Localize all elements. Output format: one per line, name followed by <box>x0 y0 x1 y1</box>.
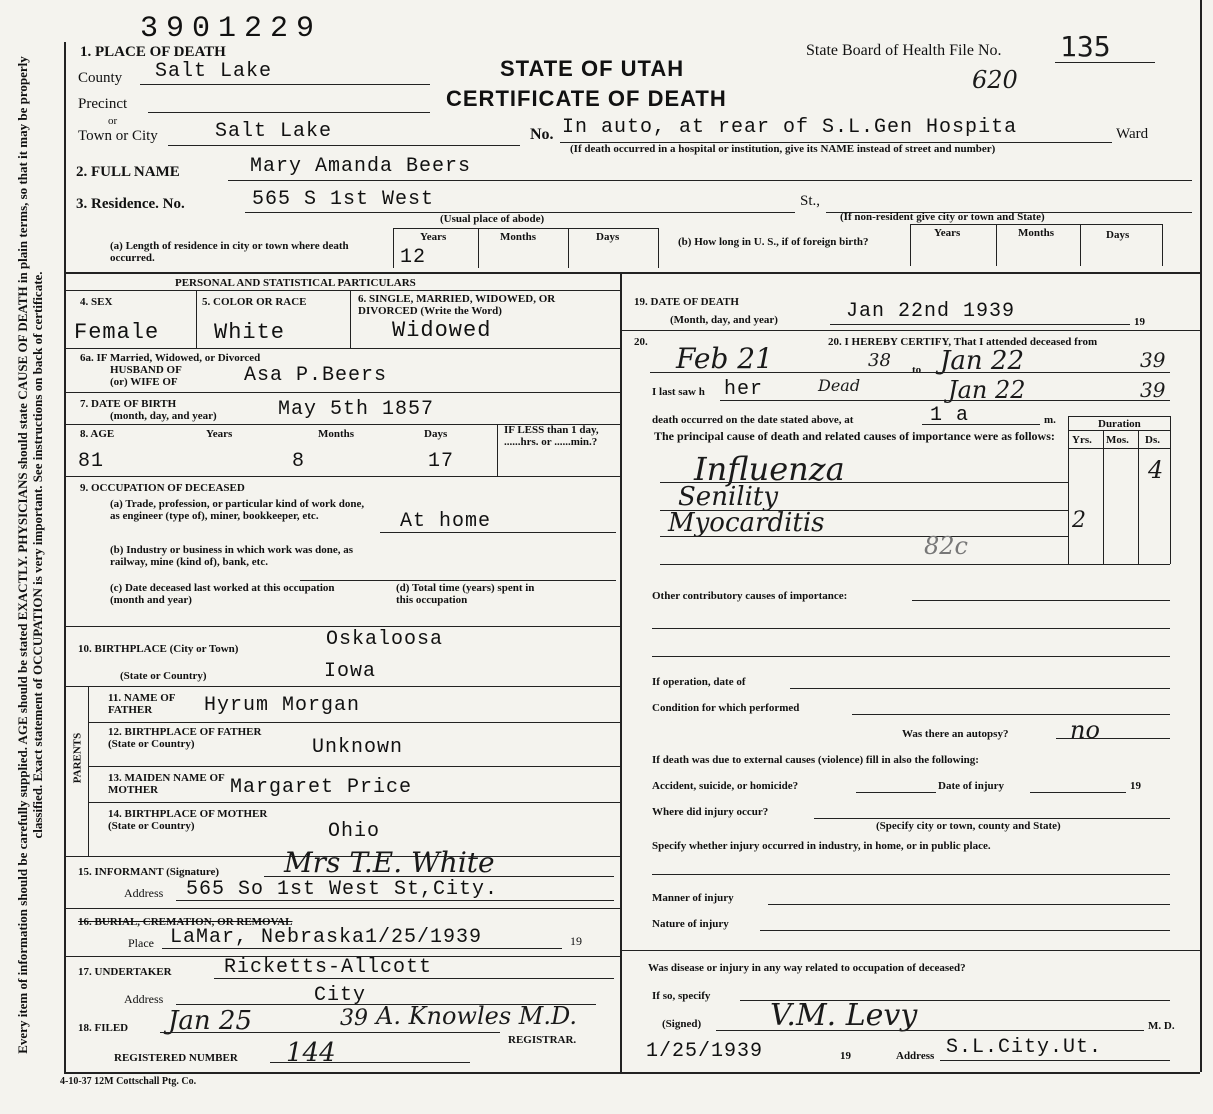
length-residence-label: (a) Length of residence in city or town where death occurred. <box>110 240 349 264</box>
where-label: Where did injury occur? <box>652 806 769 818</box>
cause-1: Influenza <box>694 450 845 488</box>
birthplace-state: Iowa <box>324 660 377 683</box>
last-saw-date: Jan 22 <box>948 376 1026 404</box>
street-no-label: No. <box>530 126 554 143</box>
age-years-label: Years <box>206 428 233 440</box>
color-value: White <box>214 320 286 345</box>
manner-label: Manner of injury <box>652 892 734 904</box>
accident-label: Accident, suicide, or homicide? <box>652 780 799 792</box>
death-date-label-2: (Month, day, and year) <box>670 314 778 326</box>
or-label: or <box>108 115 118 127</box>
registered-number-value: 144 <box>286 1038 336 1068</box>
marital-value: Widowed <box>392 318 492 343</box>
board-label: State Board of Health File No. <box>806 42 1002 59</box>
undertaker-address-label: Address <box>124 992 164 1006</box>
color-label: 5. COLOR OR RACE <box>202 296 307 308</box>
undertaker-address-value: City <box>314 984 367 1007</box>
file-number: 135 <box>1060 30 1111 63</box>
registered-number-label: REGISTERED NUMBER <box>114 1052 238 1064</box>
nonres-note: (If non-resident give city or town and State) <box>840 211 1045 223</box>
cause-3-years: 2 <box>1072 508 1086 533</box>
street-no-value: In auto, at rear of S.L.Gen Hospita <box>562 116 1018 139</box>
occupation-a-label: (a) Trade, profession, or particular kind of work done, as engineer (type of), miner, bookkeeper, etc. <box>110 498 365 522</box>
informant-signature: Mrs T.E. White <box>284 846 495 879</box>
informant-label: 15. INFORMANT (Signature) <box>78 866 220 878</box>
res-years-label: Years <box>420 231 447 243</box>
us-years-label: Years <box>934 227 961 239</box>
death-date-value: Jan 22nd 1939 <box>846 300 1016 323</box>
injury-date-label: Date of injury <box>938 780 1004 792</box>
age-years-value: 81 <box>78 450 105 473</box>
other-causes-label: Other contributory causes of importance: <box>652 590 848 602</box>
registrar-label: REGISTRAR. <box>508 1034 577 1046</box>
signed-year-label: 19 <box>840 1050 851 1062</box>
occurred-m-label: m. <box>1044 414 1056 426</box>
age-months-label: Months <box>318 428 355 440</box>
town-label: Town or City <box>78 128 158 144</box>
age-days-value: 17 <box>428 450 455 473</box>
burial-place-label: Place <box>128 936 154 950</box>
duration-mos-label: Mos. <box>1106 434 1129 446</box>
filed-label: 18. FILED <box>78 1022 129 1034</box>
sex-value: Female <box>74 320 160 345</box>
occupation-b-label: (b) Industry or business in which work was done, as railway, mine (kind of), bank, etc. <box>110 544 354 568</box>
burial-label: 16. BURIAL, CREMATION, OR REMOVAL <box>78 916 293 928</box>
informant-address-value: 565 So 1st West St,City. <box>186 878 499 901</box>
operation-label: If operation, date of <box>652 676 746 688</box>
full-name-label: 2. FULL NAME <box>76 164 180 180</box>
county-label: County <box>78 70 123 86</box>
certify-number: 20. <box>634 336 648 348</box>
age-months-value: 8 <box>292 450 306 473</box>
physician-signature: V.M. Levy <box>770 998 918 1033</box>
age-days-label: Days <box>424 428 448 440</box>
spouse-label-3: (or) WIFE OF <box>110 376 178 388</box>
abode-note: (Usual place of abode) <box>440 213 545 225</box>
autopsy-label: Was there an autopsy? <box>902 728 1009 740</box>
occupation-c-label: (c) Date deceased last worked at this occupation (month and year) <box>110 582 335 606</box>
condition-label: Condition for which performed <box>652 702 800 714</box>
personal-heading: PERSONAL AND STATISTICAL PARTICULARS <box>175 277 416 289</box>
certify-label: 20. I HEREBY CERTIFY, That I attended deceased from <box>828 336 1098 348</box>
marital-label: 6. SINGLE, MARRIED, WIDOWED, OR DIVORCED (Write the Word) <box>358 293 556 317</box>
age-label: 8. AGE <box>80 428 115 440</box>
sex-label: 4. SEX <box>80 296 113 308</box>
death-year-suffix: 19 <box>1134 316 1145 328</box>
attended-to: Jan 22 <box>940 346 1025 376</box>
us-days-label: Days <box>1106 229 1130 241</box>
spouse-value: Asa P.Beers <box>244 364 388 387</box>
injury-year-label: 19 <box>1130 780 1141 792</box>
cause-label: The principal cause of death and related causes of importance were as follows: <box>654 429 1055 443</box>
related-label: Was disease or injury in any way related to occupation of deceased? <box>648 962 966 974</box>
physician-address-label: Address <box>896 1050 935 1062</box>
attended-to-year: 39 <box>1140 348 1166 372</box>
residence-label: 3. Residence. No. <box>76 196 185 212</box>
filed-date: Jan 25 <box>168 1006 253 1036</box>
full-name-value: Mary Amanda Beers <box>250 155 472 178</box>
us-months-label: Months <box>1018 227 1055 239</box>
physician-address-value: S.L.City.Ut. <box>946 1036 1103 1059</box>
birthplace-state-label: (State or Country) <box>120 670 207 682</box>
cause-code: 82c <box>924 532 968 560</box>
precinct-label: Precinct <box>78 96 128 112</box>
place-heading: 1. PLACE OF DEATH <box>80 44 226 60</box>
dob-label-1: 7. DATE OF BIRTH <box>80 398 177 410</box>
ifso-label: If so, specify <box>652 990 711 1002</box>
attended-from-year: 38 <box>868 350 891 371</box>
last-saw-year: 39 <box>1140 378 1166 402</box>
parents-side-label: PARENTS <box>71 732 84 784</box>
st-label: St., <box>800 193 821 209</box>
occurred-label: death occurred on the date stated above, at <box>652 414 854 426</box>
occupation-a-value: At home <box>400 510 492 533</box>
father-label: 11. NAME OF FATHER <box>108 692 176 716</box>
registrar-signature: A. Knowles M.D. <box>376 1002 578 1030</box>
hospital-note: (If death occurred in a hospital or institution, give its NAME instead of street and number) <box>570 143 996 155</box>
age-less-label: IF LESS than 1 day, ......hrs. or ......min.? <box>504 424 599 448</box>
side-instructions: Every item of information should be carefully supplied. AGE should be stated EXACTLY. PHYSICIANS should state CAUSE OF DEATH in plain terms, so that it may be properly classified. Exact statement of OCCUPATION is very important. See instructions on back of certificate. <box>15 56 45 1054</box>
occurred-time: 1 a <box>930 404 970 427</box>
external-label: If death was due to external causes (violence) fill in also the following: <box>652 754 979 766</box>
death-date-label-1: 19. DATE OF DEATH <box>634 296 739 308</box>
specify-label: Specify whether injury occurred in industry, in home, or in public place. <box>652 840 991 852</box>
printer-note: 4-10-37 12M Cottschall Ptg. Co. <box>60 1076 197 1087</box>
occupation-heading: 9. OCCUPATION OF DECEASED <box>80 482 245 494</box>
cause-3: Myocarditis <box>668 508 825 538</box>
cause-2: Senility <box>678 482 779 512</box>
mother-value: Margaret Price <box>230 776 413 799</box>
attended-from: Feb 21 <box>676 342 773 375</box>
mother-birthplace-value: Ohio <box>328 820 381 843</box>
document-number: 3901229 <box>140 12 323 46</box>
spouse-label-2: HUSBAND OF <box>110 364 182 376</box>
where-note: (Specify city or town, county and State) <box>876 820 1061 832</box>
ward-label: Ward <box>1116 126 1149 142</box>
burial-place-value: LaMar, Nebraska1/25/1939 <box>170 926 483 949</box>
res-years-value: 12 <box>400 246 427 269</box>
last-saw-note: Dead <box>818 376 861 395</box>
informant-address-label: Address <box>124 886 164 900</box>
dob-value: May 5th 1857 <box>278 398 435 421</box>
father-birthplace-value: Unknown <box>312 736 404 759</box>
state-title: STATE OF UTAH <box>500 56 685 81</box>
attended-to-label: to <box>912 364 922 376</box>
signed-label: (Signed) <box>662 1018 702 1030</box>
last-saw-label: I last saw h <box>652 386 705 398</box>
burial-year-label: 19 <box>570 934 582 948</box>
undertaker-value: Ricketts-Allcott <box>224 956 433 979</box>
town-value: Salt Lake <box>215 120 333 143</box>
undertaker-label: 17. UNDERTAKER <box>78 966 172 978</box>
res-days-label: Days <box>596 231 620 243</box>
file-number-hand: 620 <box>972 66 1018 94</box>
occupation-d-label: (d) Total time (years) spent in this occupation <box>396 582 535 606</box>
duration-label: Duration <box>1098 418 1141 430</box>
certificate-title: CERTIFICATE OF DEATH <box>446 86 727 111</box>
birthplace-city: Oskaloosa <box>326 628 444 651</box>
duration-ds-label: Ds. <box>1145 434 1160 446</box>
autopsy-value: no <box>1070 716 1100 744</box>
dob-label-2: (month, day, and year) <box>110 410 217 422</box>
left-border <box>64 42 66 1072</box>
cause-1-days: 4 <box>1148 456 1164 484</box>
last-saw-value: her <box>724 378 764 401</box>
filed-year: 39 <box>340 1006 368 1031</box>
birthplace-label: 10. BIRTHPLACE (City or Town) <box>78 643 239 655</box>
father-value: Hyrum Morgan <box>204 694 361 717</box>
md-label: M. D. <box>1148 1020 1175 1032</box>
right-border <box>1200 0 1202 1072</box>
county-value: Salt Lake <box>155 60 273 83</box>
father-birthplace-label: 12. BIRTHPLACE OF FATHER (State or Country) <box>108 726 262 750</box>
mother-label: 13. MAIDEN NAME OF MOTHER <box>108 772 225 796</box>
residence-value: 565 S 1st West <box>252 188 435 211</box>
res-months-label: Months <box>500 231 537 243</box>
duration-yrs-label: Yrs. <box>1072 434 1092 446</box>
nature-label: Nature of injury <box>652 918 729 930</box>
bottom-border <box>64 1072 1200 1074</box>
spouse-label-1: 6a. IF Married, Widowed, or Divorced <box>80 352 261 364</box>
mother-birthplace-label: 14. BIRTHPLACE OF MOTHER (State or Country) <box>108 808 268 832</box>
signed-date: 1/25/1939 <box>646 1040 764 1063</box>
us-residence-label: (b) How long in U. S., if of foreign birth? <box>678 236 869 248</box>
